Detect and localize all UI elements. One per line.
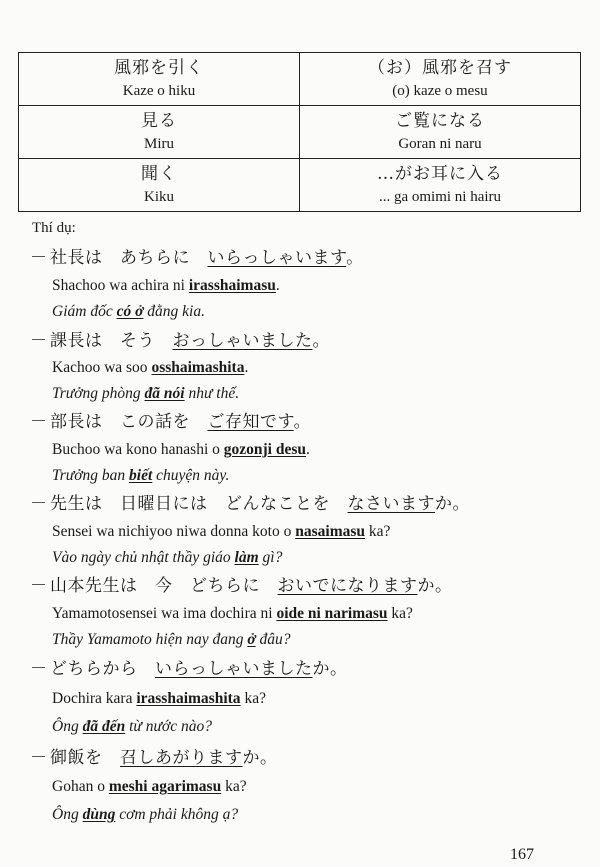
table-cell-left (19, 53, 300, 106)
vietnamese-key-word: dùng (82, 806, 116, 823)
honorific-verb: おっしゃいました (172, 331, 313, 351)
vietnamese-key-word: đã đến (82, 718, 126, 735)
romaji-honorific-verb: meshi agarimasu (108, 778, 222, 795)
romaji-sentence: Sensei wa nichiyoo niwa donna koto o nasaimasu ka? (52, 523, 391, 540)
romaji-honorific: (o) kaze o mesu (392, 83, 488, 99)
romaji-honorific-verb: gozonji desu (223, 441, 307, 458)
vietnamese-key-word: đã nói (144, 385, 185, 402)
japanese-honorific: （お）風邪を召す (368, 58, 512, 78)
table-row (19, 159, 581, 212)
romaji-honorific-verb: osshaimashita (151, 359, 245, 376)
table-row (19, 53, 581, 106)
honorific-verb: なさいます (347, 494, 435, 514)
vietnamese-translation: Ông dùng cơm phải không ạ? (52, 806, 239, 823)
romaji-term: Kiku (144, 189, 174, 205)
vietnamese-key-word: có ở (116, 303, 144, 320)
vietnamese-translation: Trưởng ban biết chuyện này. (52, 467, 230, 484)
honorific-verb: おいでになります (277, 576, 418, 596)
japanese-honorific: ご覧になる (395, 111, 485, 131)
romaji-honorific-verb: irasshaimashita (136, 690, 241, 707)
romaji-sentence: Buchoo wa kono hanashi o gozonji desu. (52, 441, 310, 458)
romaji-honorific: ... ga omimi ni hairu (378, 189, 502, 205)
japanese-sentence: － 山本先生は 今 どちらに おいでになりますか。 (30, 576, 453, 596)
romaji-honorific-verb: oide ni narimasu (276, 605, 388, 622)
vietnamese-translation: Giám đốc có ở đằng kia. (52, 303, 205, 320)
japanese-sentence: － 先生は 日曜日には どんなことを なさいますか。 (30, 494, 470, 514)
vietnamese-translation: Vào ngày chủ nhật thầy giáo làm gì? (52, 549, 283, 566)
vietnamese-key-word: làm (234, 549, 259, 566)
examples-label: Thí dụ: (32, 220, 76, 236)
romaji-sentence: Yamamotosensei wa ima dochira ni oide ni narimasu ka? (52, 605, 413, 622)
romaji-honorific-verb: nasaimasu (295, 523, 366, 540)
table-cell-right (300, 159, 581, 212)
honorific-verb: ご存知です (207, 412, 294, 432)
table-cell-left (19, 106, 300, 159)
romaji-term: Kaze o hiku (122, 83, 196, 99)
japanese-term: 風邪を引く (114, 58, 204, 78)
table-cell-right (300, 53, 581, 106)
romaji-term: Miru (144, 136, 174, 152)
romaji-honorific: Goran ni naru (398, 136, 482, 152)
japanese-honorific: …がお耳に入る (377, 164, 503, 184)
vietnamese-translation: Thầy Yamamoto hiện nay đang ở đâu? (52, 631, 291, 648)
honorific-verb: 召しあがります (120, 748, 243, 768)
japanese-sentence: － どちらから いらっしゃいましたか。 (30, 659, 348, 679)
romaji-sentence: Gohan o meshi agarimasu ka? (52, 778, 247, 795)
japanese-sentence: － 社長は あちらに いらっしゃいます。 (30, 248, 364, 268)
vietnamese-translation: Trưởng phòng đã nói như thế. (52, 385, 240, 402)
vietnamese-key-word: biết (129, 467, 153, 484)
honorific-verb: いらっしゃいます (207, 248, 347, 268)
vietnamese-translation: Ông đã đến từ nước nào? (52, 718, 212, 735)
page-number: 167 (510, 846, 534, 863)
romaji-sentence: Kachoo wa soo osshaimashita. (52, 359, 249, 376)
japanese-sentence: － 課長は そう おっしゃいました。 (30, 331, 330, 351)
romaji-honorific-verb: irasshaimasu (188, 277, 276, 294)
table-cell-right (300, 106, 581, 159)
japanese-sentence: － 部長は この話を ご存知です。 (30, 412, 312, 432)
romaji-sentence: Dochira kara irasshaimashita ka? (52, 690, 266, 707)
table-cell-left (19, 159, 300, 212)
japanese-term: 聞く (141, 164, 177, 184)
japanese-term: 見る (141, 111, 177, 131)
honorific-verb: いらっしゃいました (155, 659, 313, 679)
vocabulary-table (18, 52, 581, 212)
romaji-sentence: Shachoo wa achira ni irasshaimasu. (52, 277, 280, 294)
table-row (19, 106, 581, 159)
vietnamese-key-word: ở (247, 631, 256, 648)
japanese-sentence: － 御飯を 召しあがりますか。 (30, 748, 278, 768)
